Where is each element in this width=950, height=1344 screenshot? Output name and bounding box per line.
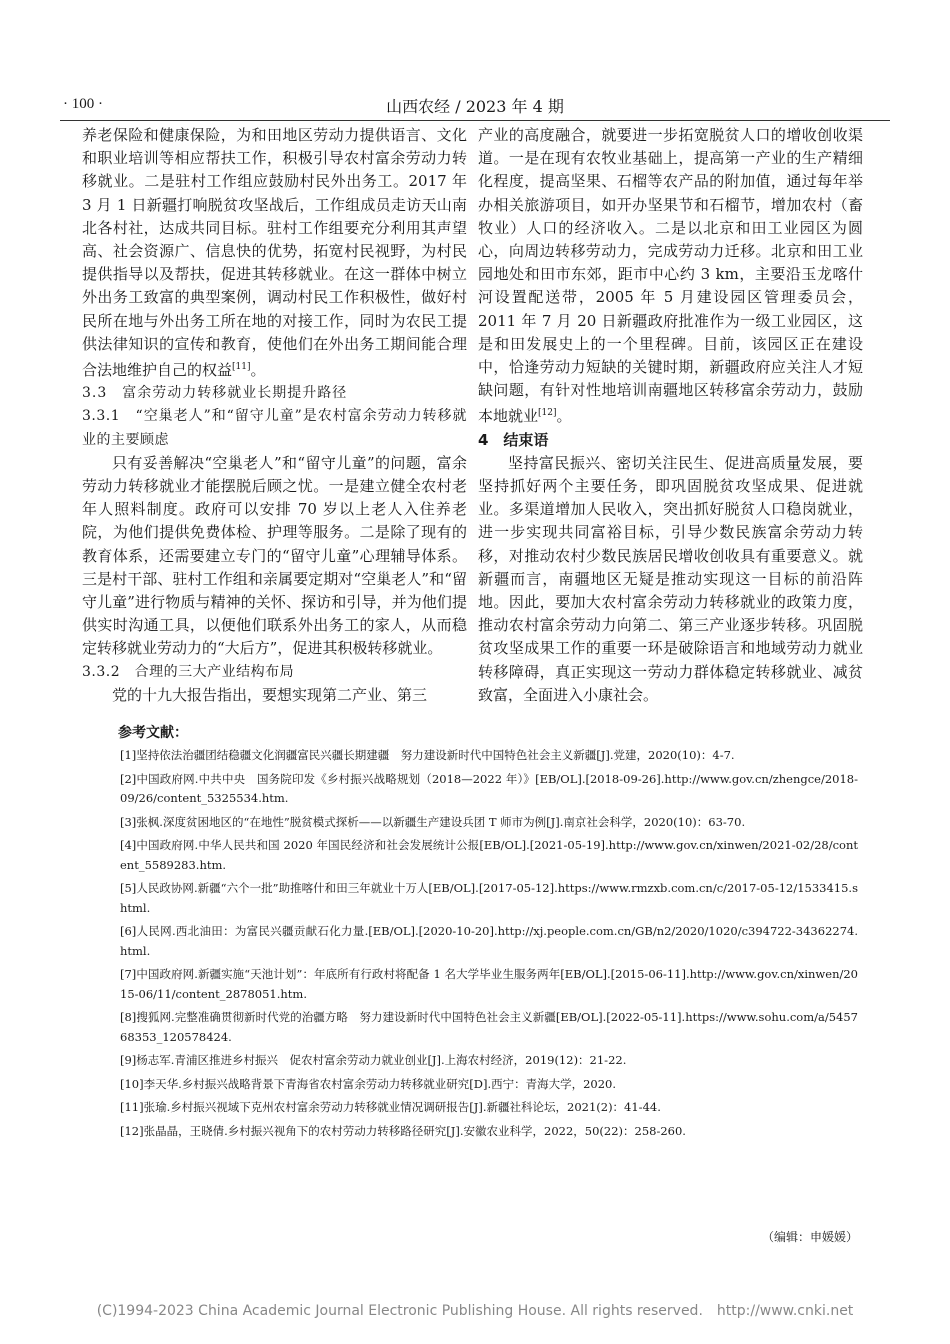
page-number: · 100 · bbox=[63, 96, 103, 112]
section-heading-3-3-1: 3.3.1 “空巢老人”和“留守儿童”是农村富余劳动力转移就业的主要顾虑 bbox=[82, 408, 467, 448]
paragraph: 产业的高度融合，就要进一步拓宽脱贫人口的增收创收渠道。一是在现有农牧业基础上，提高第一产业的生产精细化程度，提高坚果、石榴等农产品的附加值，通过每年举办相关旅游项目，如开办坚果节和石榴节，增加农村（畜牧业）人口的经济收入。二是以北京和田工业园区为圆心，向周边转移劳动力，完成劳动力迁移。北京和田工业园地处和田市东郊，距市中心约 3 km，主要沿玉龙喀什河设置配送带，2005 年 5 月建设园区管理委员会，2011 年 7 月 20 日新疆政府批准作为一级工业园区，这是和田发展史上的一个里程碑。目前，该园区正在建设中，恰逢劳动力短缺的关键时期，新疆政府应关注人才短缺问题，有针对性地培训南疆地区转移富余劳动力，鼓励本地就业[12]。 bbox=[478, 126, 863, 426]
references bbox=[118, 722, 858, 1145]
citation-12[interactable]: [12] bbox=[538, 408, 557, 419]
paragraph: 只有妥善解决“空巢老人”和“留守儿童”的问题，富余劳动力转移就业才能摆脱后顾之忧。一是建立健全农村老年人照料制度。政府可以安排 70 岁以上老人入住养老院，为他们提供免费体检、护理等服务。二是除了现有的教育体系，还需要建立专门的“留守儿童”心理辅导体系。三是村干部、驻村工作组和亲属要定期对“空巢老人”和“留守儿童”进行物质与精神的关怀、探访和引导，并为他们提供实时沟通工具，以便他们联系外出务工的家人，从而稳定转移就业劳动力的“大后方”，促进其积极转移就业。 bbox=[82, 453, 467, 658]
reference-item: [11]张瑜.乡村振兴视域下克州农村富余劳动力转移就业情况调研报告[J].新疆社科论坛，2021(2)：41-44. bbox=[120, 1100, 661, 1114]
copyright-footer: (C)1994-2023 China Academic Journal Electronic Publishing House. All rights reserved. http://www.cnki.net bbox=[96, 1303, 854, 1319]
reference-item: [4]中国政府网.中华人民共和国 2020 年国民经济和社会发展统计公报[EB/OL].[2021-05-19].http://www.gov.cn/xinwen/2021-02/28/content_5589283.htm. bbox=[120, 838, 858, 872]
paragraph: 坚持富民振兴、密切关注民生、促进高质量发展，要坚持抓好两个主要任务，即巩固脱贫攻坚成果、促进就业。多渠道增加人民收入，突出抓好脱贫人口稳岗就业，进一步实现共同富裕目标，引导少数民族富余劳动力转移，对推动农村少数民族居民增收创收具有重要意义。就新疆而言，南疆地区无疑是推动实现这一目标的前沿阵地。因此，要加大农村富余劳动力转移就业的政策力度，推动农村富余劳动力向第二、第三产业逐步转移。巩固脱贫攻坚成果工作的重要一环是破除语言和地域劳动力就业转移障碍，真正实现这一劳动力群体稳定转移就业、减贫致富，全面进入小康社会。 bbox=[478, 453, 863, 704]
editor-note: （编辑：申媛媛） bbox=[761, 1230, 858, 1244]
reference-item: [2]中国政府网.中共中央 国务院印发《乡村振兴战略规划（2018—2022 年）》[EB/OL].[2018-09-26].http://www.gov.cn/zhengce/2018-09/26/content_5325534.htm. bbox=[120, 771, 858, 805]
reference-item: [5]人民政协网.新疆“六个一批”助推喀什和田三年就业十万人[EB/OL].[2017-05-12].https://www.rmzxb.com.cn/c/2017-05-12/1533415.shtml. bbox=[120, 881, 858, 915]
reference-item: [3]张枫.深度贫困地区的“在地性”脱贫模式探析——以新疆生产建设兵团 T 师市为例[J].南京社会科学，2020(10)：63-70. bbox=[120, 814, 746, 829]
page-header bbox=[60, 94, 890, 121]
reference-item: [6]人民网.西北油田：为富民兴疆贡献石化力量.[EB/OL].[2020-10-20].http://xj.people.com.cn/GB/n2/2020/1020/c394722-34362274.html. bbox=[120, 924, 858, 958]
section-heading-4: 4 结束语 bbox=[478, 430, 549, 449]
left-column bbox=[82, 124, 467, 707]
paragraph: 养老保险和健康保险，为和田地区劳动力提供语言、文化和职业培训等相应帮扶工作，积极引导农村富余劳动力转移就业。二是驻村工作组应鼓励村民外出务工。2017 年 3 月 1 日新疆打响脱贫攻坚战后，工作组成员走访天山南北各村社，达成共同目标。驻村工作组要充分利用其声望高、社会资源广、信息快的优势，拓宽村民视野，为村民提供指导以及帮扶，促进其转移就业。在这一群体中树立外出务工致富的典型案例，调动村民工作积极性，做好村民所在地与外出务工所在地的对接工作，同时为农民工提供法律知识的宣传和教育，使他们在外出务工期间能合理合法地维护自己的权益[11]。 bbox=[82, 126, 467, 380]
reference-item: [9]杨志军.青浦区推进乡村振兴 促农村富余劳动力就业创业[J].上海农村经济，2019(12)：21-22. bbox=[120, 1053, 627, 1067]
reference-item: [10]李天华.乡村振兴战略背景下青海省农村富余劳动力转移就业研究[D].西宁：青海大学，2020. bbox=[120, 1076, 617, 1091]
reference-item: [1]坚持依法治疆团结稳疆文化润疆富民兴疆长期建疆 努力建设新时代中国特色社会主义新疆[J].党建，2020(10)：4-7. bbox=[120, 748, 735, 762]
paragraph: 党的十九大报告指出，要想实现第二产业、第三 bbox=[112, 685, 428, 704]
references-title: 参考文献： bbox=[118, 725, 188, 741]
section-heading-3-3-2: 3.3.2 合理的三大产业结构布局 bbox=[82, 663, 295, 680]
reference-item: [7]中国政府网.新疆实施“天池计划”：年底所有行政村将配备 1 名大学毕业生服务两年[EB/OL].[2015-06-11].http://www.gov.cn/xinwen/2015-06/11/content_2878051.htm. bbox=[120, 967, 858, 1001]
section-heading-3-3: 3.3 富余劳动力转移就业长期提升路径 bbox=[82, 385, 348, 402]
reference-item: [12]张晶晶，王晓倩.乡村振兴视角下的农村劳动力转移路径研究[J].安徽农业科学，2022，50(22)：258-260. bbox=[120, 1123, 686, 1138]
journal-title: 山西农经 / 2023 年 4 期 bbox=[386, 97, 564, 116]
citation-11[interactable]: [11] bbox=[232, 362, 251, 373]
reference-item: [8]搜狐网.完整准确贯彻新时代党的治疆方略 努力建设新时代中国特色社会主义新疆[EB/OL].[2022-05-11].https://www.sohu.com/a/545768353_120578424. bbox=[120, 1010, 858, 1044]
right-column bbox=[478, 124, 863, 707]
